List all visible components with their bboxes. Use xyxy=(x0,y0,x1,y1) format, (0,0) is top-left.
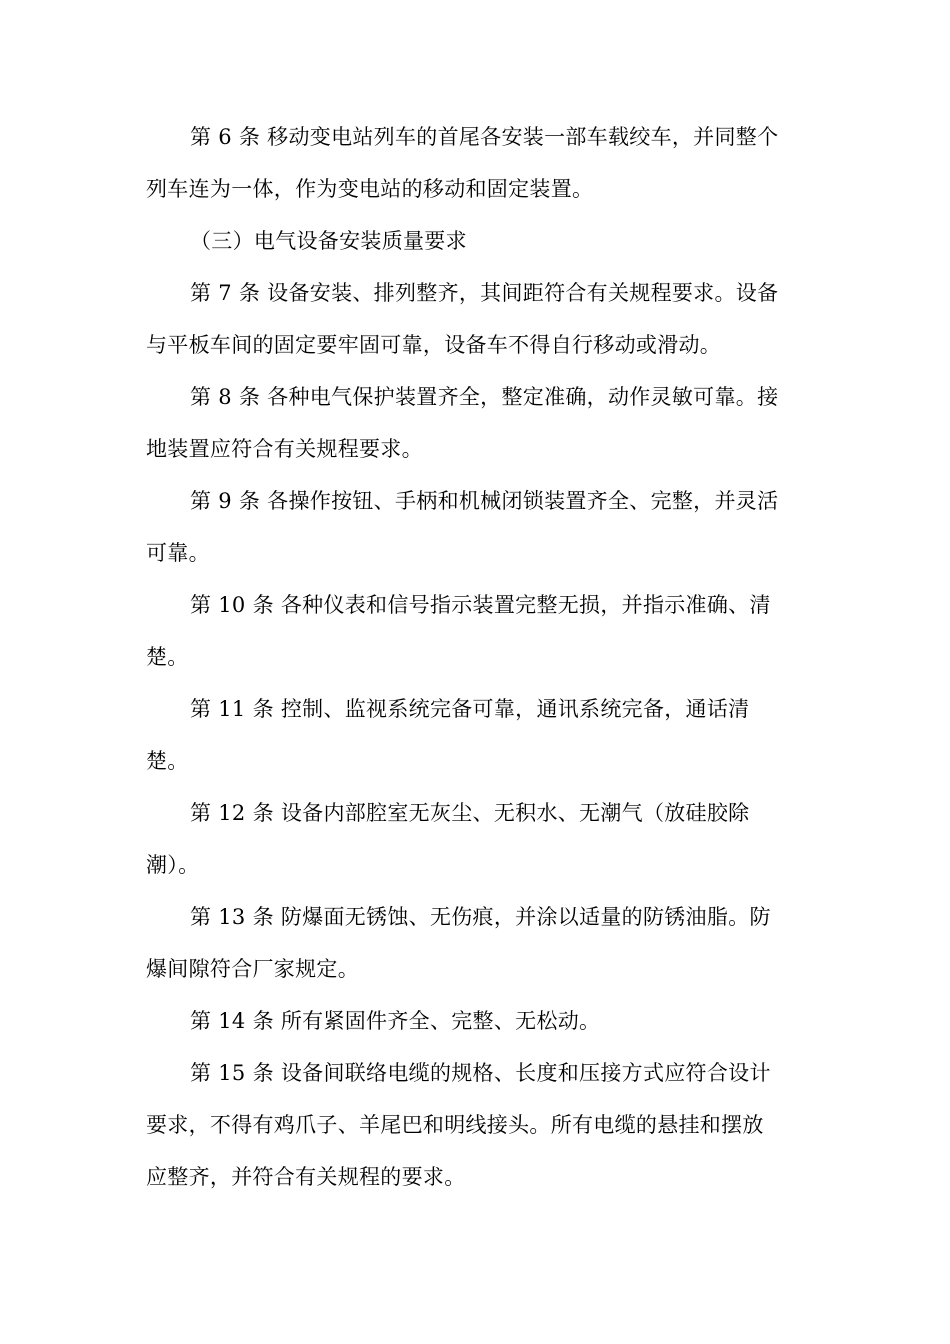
text-line: 第 9 条 各操作按钮、手柄和机械闭锁装置齐全、完整，并灵活 xyxy=(190,489,779,513)
article-10 xyxy=(146,579,798,683)
article-9 xyxy=(146,475,798,579)
text-line: 第 7 条 设备安装、排列整齐，其间距符合有关规程要求。设备 xyxy=(190,281,779,305)
article-13 xyxy=(146,891,798,995)
article-14 xyxy=(146,995,798,1047)
article-6 xyxy=(146,111,798,215)
article-7 xyxy=(146,267,798,371)
text-line: 第 15 条 设备间联络电缆的规格、长度和压接方式应符合设计 xyxy=(190,1061,771,1085)
text-line: 第 14 条 所有紧固件齐全、完整、无松动。 xyxy=(190,1009,601,1033)
text-line: 地装置应符合有关规程要求。 xyxy=(146,437,423,461)
text-line: 可靠。 xyxy=(146,541,210,565)
text-line: 第 13 条 防爆面无锈蚀、无伤痕，并涂以适量的防锈油脂。防 xyxy=(190,905,771,929)
text-line: 列车连为一体，作为变电站的移动和固定装置。 xyxy=(146,177,594,201)
document-body xyxy=(146,111,798,1203)
text-line: 第 12 条 设备内部腔室无灰尘、无积水、无潮气（放硅胶除 xyxy=(190,801,750,825)
text-line: 潮）。 xyxy=(146,853,200,877)
text-line: 第 8 条 各种电气保护装置齐全，整定准确，动作灵敏可靠。接 xyxy=(190,385,779,409)
text-line: 爆间隙符合厂家规定。 xyxy=(146,957,359,981)
text-line: 第 6 条 移动变电站列车的首尾各安装一部车载绞车，并同整个 xyxy=(190,125,779,149)
text-line: 应整齐，并符合有关规程的要求。 xyxy=(146,1165,466,1189)
article-15 xyxy=(146,1047,798,1203)
text-line: 第 10 条 各种仪表和信号指示装置完整无损，并指示准确、清 xyxy=(190,593,771,617)
article-12 xyxy=(146,787,798,891)
text-line: 楚。 xyxy=(146,749,189,773)
section-heading: （三）电气设备安装质量要求 xyxy=(190,229,467,253)
section-heading-3 xyxy=(146,215,798,267)
article-11 xyxy=(146,683,798,787)
text-line: 楚。 xyxy=(146,645,189,669)
text-line: 要求，不得有鸡爪子、羊尾巴和明线接头。所有电缆的悬挂和摆放 xyxy=(146,1113,764,1137)
text-line: 与平板车间的固定要牢固可靠，设备车不得自行移动或滑动。 xyxy=(146,333,722,357)
text-line: 第 11 条 控制、监视系统完备可靠，通讯系统完备，通话清 xyxy=(190,697,750,721)
article-8 xyxy=(146,371,798,475)
